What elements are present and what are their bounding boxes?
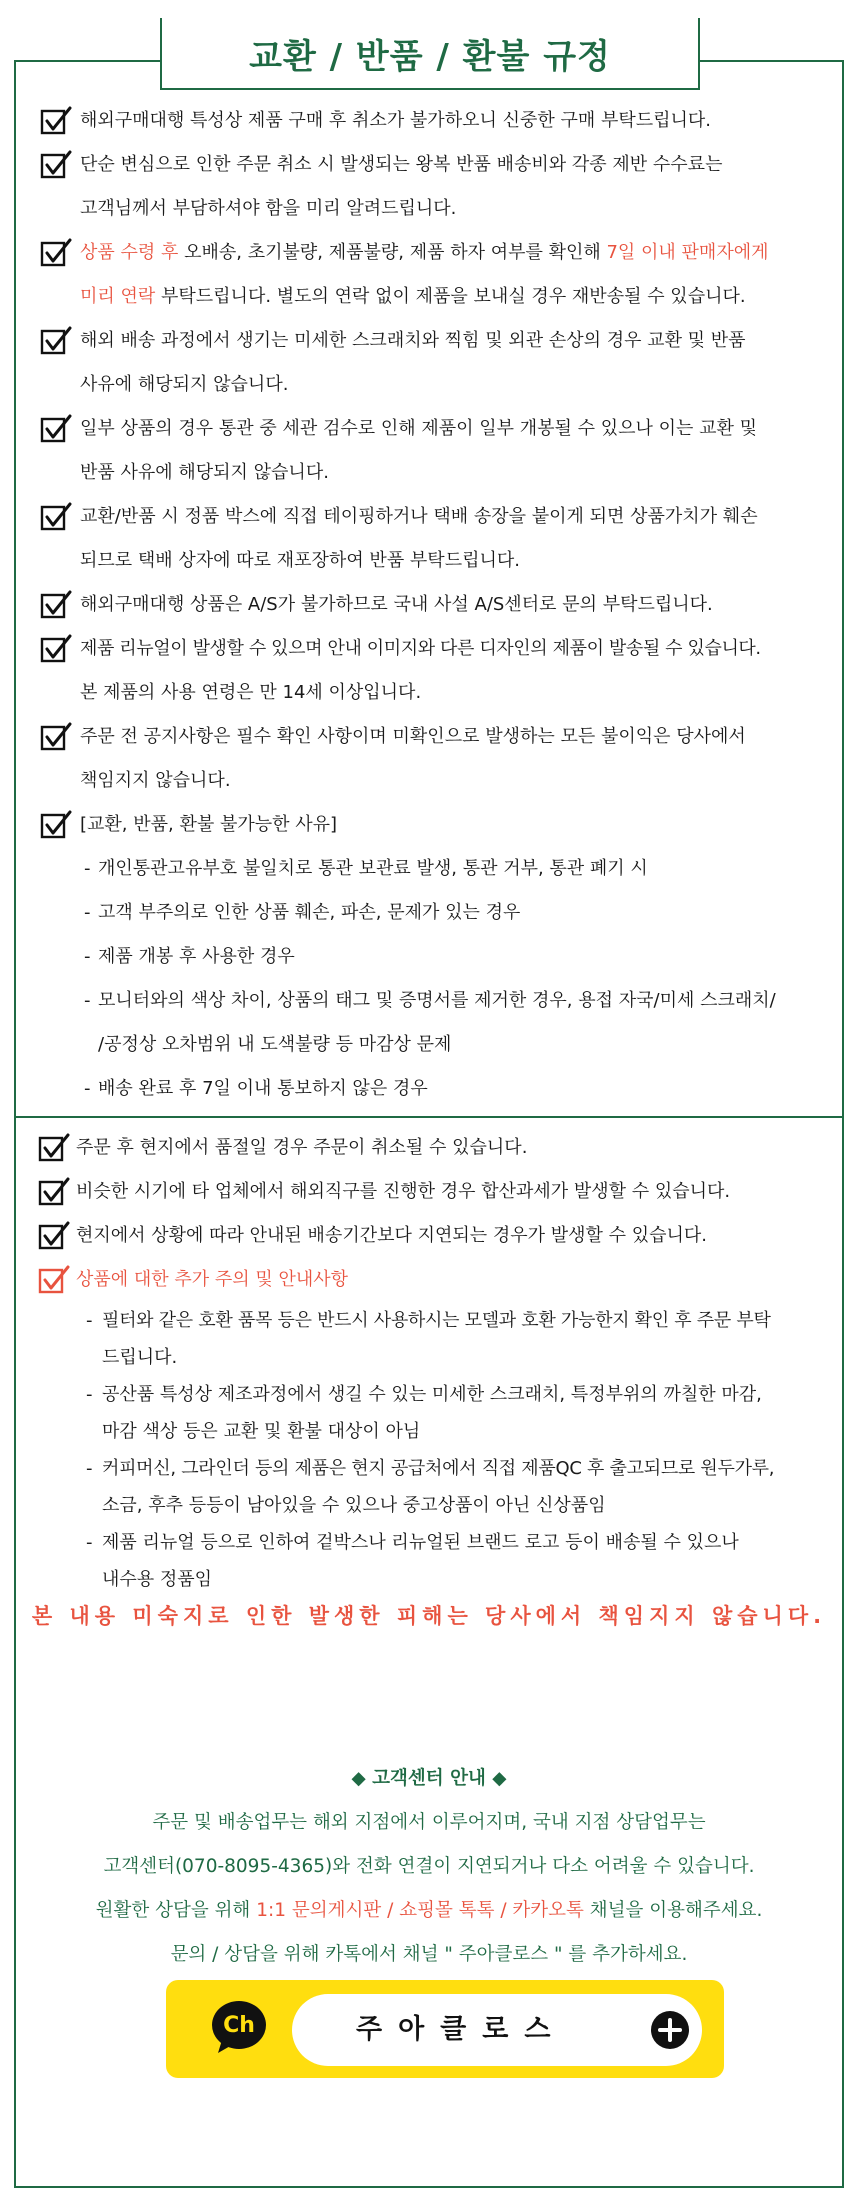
cs-line: 고객센터(070-8095-4365)와 전화 연결이 지연되거나 다소 어려울 수 있습니다. (103, 1856, 755, 1877)
policy-item (14, 495, 844, 583)
sub-text: 고객 부주의로 인한 상품 훼손, 파손, 문제가 있는 경우 (98, 902, 521, 923)
cs-text: 채널을 이용해주세요. (583, 1900, 763, 1921)
notice-sub-item: - 필터와 같은 호환 품목 등은 반드시 사용하시는 모델과 호환 가능한지 확인 후 주문 부탁 드립니다. (14, 1302, 844, 1376)
policy-heading: [교환, 반품, 환불 불가능한 사유] (80, 814, 338, 835)
notice-sub-text: 제품 리뉴얼 등으로 인하여 겉박스나 리뉴얼된 브랜드 로고 등이 배송될 수 있으나 (102, 1532, 739, 1553)
sub-item: - 개인통관고유부호 불일치로 통관 보관료 발생, 통관 거부, 통관 폐기 시 (84, 858, 648, 879)
policy-text: 교환/반품 시 정품 박스에 직접 테이핑하거나 택배 송장을 붙이게 되면 상품가치가 훼손 (80, 506, 758, 527)
policy-text: 일부 상품의 경우 통관 중 세관 검수로 인해 제품이 일부 개봉될 수 있으나 이는 교환 및 (80, 418, 758, 439)
policy-item (14, 231, 844, 319)
notice-sub-text: 소금, 후추 등등이 남아있을 수 있으나 중고상품이 아닌 신상품임 (102, 1495, 606, 1516)
cs-title: ◆ 고객센터 안내 ◆ (351, 1768, 507, 1789)
policy-text: 해외구매대행 특성상 제품 구매 후 취소가 불가하오니 신중한 구매 부탁드립니다. (80, 110, 712, 131)
sub-text: 제품 개봉 후 사용한 경우 (98, 946, 295, 967)
sub-text: /공정상 오차범위 내 도색불량 등 마감상 문제 (98, 1034, 452, 1055)
highlight-text: 미리 연락 (80, 286, 156, 307)
highlight-text: 7일 이내 판매자에게 (606, 242, 769, 263)
policy-text: 단순 변심으로 인한 주문 취소 시 발생되는 왕복 반품 배송비와 각종 제반 수수료는 (80, 154, 723, 175)
highlight-text: 상품 수령 후 (80, 242, 179, 263)
checkbox-icon (40, 633, 72, 665)
notice-text: 현지에서 상황에 따라 안내된 배송기간보다 지연되는 경우가 발생할 수 있습니다. (76, 1225, 708, 1246)
notice-heading: 상품에 대한 추가 주의 및 안내사항 (76, 1269, 349, 1290)
notice-text: 비슷한 시기에 타 업체에서 해외직구를 진행한 경우 합산과세가 발생할 수 있습니다. (76, 1181, 731, 1202)
notice-sub-text: 필터와 같은 호환 품목 등은 반드시 사용하시는 모델과 호환 가능한지 확인 후 주문 부탁 (102, 1310, 771, 1331)
kakao-channel-button[interactable] (166, 1980, 724, 2078)
notice-sub-text: 공산품 특성상 제조과정에서 생길 수 있는 미세한 스크래치, 특정부위의 까칠한 마감, (102, 1384, 762, 1405)
policy-item (14, 407, 844, 495)
notice-sub-text: 마감 색상 등은 교환 및 환불 대상이 아님 (102, 1421, 421, 1442)
sub-item: - 고객 부주의로 인한 상품 훼손, 파손, 문제가 있는 경우 (84, 902, 521, 923)
plus-icon (650, 2010, 690, 2050)
sub-item: - 배송 완료 후 7일 이내 통보하지 않은 경우 (84, 1078, 428, 1099)
notice-sub-text: 드립니다. (102, 1347, 178, 1368)
policy-section (14, 92, 844, 1115)
checkbox-icon (40, 589, 72, 621)
page-title: 교환 / 반품 / 환불 규정 (249, 36, 611, 77)
checkbox-icon (40, 413, 72, 445)
policy-item (14, 583, 844, 627)
notice-item (14, 1170, 844, 1214)
checkbox-icon (38, 1220, 70, 1252)
sub-item: - 제품 개봉 후 사용한 경우 (84, 946, 295, 967)
policy-text: 오배송, 초기불량, 제품불량, 제품 하자 여부를 확인해 (178, 242, 607, 263)
checkbox-icon (38, 1176, 70, 1208)
policy-text: 되므로 택배 상자에 따로 재포장하여 반품 부탁드립니다. (80, 550, 520, 571)
policy-item (14, 715, 844, 803)
checkbox-icon (40, 105, 72, 137)
sub-text: 개인통관고유부호 불일치로 통관 보관료 발생, 통관 거부, 통관 폐기 시 (98, 858, 648, 879)
policy-text: 주문 전 공지사항은 필수 확인 사항이며 미확인으로 발생하는 모든 불이익은 당사에서 (80, 726, 746, 747)
policy-text: 반품 사유에 해당되지 않습니다. (80, 462, 329, 483)
notice-section (14, 1118, 844, 1598)
notice-item (14, 1126, 844, 1170)
policy-text: 책임지지 않습니다. (80, 770, 231, 791)
policy-item (14, 319, 844, 407)
sub-item (14, 1023, 844, 1067)
policy-text: 부탁드립니다. 별도의 연락 없이 제품을 보내실 경우 재반송될 수 있습니다. (155, 286, 746, 307)
policy-text: 해외구매대행 상품은 A/S가 불가하므로 국내 사설 A/S센터로 문의 부탁드립니다. (80, 594, 713, 615)
kakao-logo-text: Ch (223, 2013, 255, 2038)
notice-sub-item: - 제품 리뉴얼 등으로 인하여 겉박스나 리뉴얼된 브랜드 로고 등이 배송될 수 있으나 내수용 정품임 (14, 1524, 844, 1598)
checkbox-icon (40, 237, 72, 269)
checkbox-icon (40, 501, 72, 533)
notice-item (14, 1258, 844, 1302)
checkbox-icon (38, 1132, 70, 1164)
policy-text: 고객님께서 부담하셔야 함을 미리 알려드립니다. (80, 198, 457, 219)
policy-text: 제품 리뉴얼이 발생할 수 있으며 안내 이미지와 다른 디자인의 제품이 발송될 수 있습니다. (80, 638, 761, 659)
policy-text: 본 제품의 사용 연령은 만 14세 이상입니다. (80, 682, 422, 703)
policy-item (14, 627, 844, 715)
checkbox-icon (40, 721, 72, 753)
cs-line: 문의 / 상담을 위해 카톡에서 채널 " 주아클로스 " 를 추가하세요. (170, 1944, 688, 1965)
checkbox-icon (40, 149, 72, 181)
channel-name: 주아클로스 (356, 2014, 567, 2045)
notice-item (14, 1214, 844, 1258)
notice-sub-text: 내수용 정품임 (102, 1569, 213, 1590)
kakao-channel-logo (210, 2000, 268, 2054)
sub-item: - 모니터와의 색상 차이, 상품의 태그 및 증명서를 제거한 경우, 용접 자국/미세 스크래치/ (84, 990, 776, 1011)
channel-name-pill (292, 1994, 702, 2066)
policy-item (14, 143, 844, 231)
policy-text: 해외 배송 과정에서 생기는 미세한 스크래치와 찍힘 및 외관 손상의 경우 교환 및 반품 (80, 330, 746, 351)
cs-line (14, 1896, 844, 1922)
title-box (160, 18, 700, 90)
policy-item (14, 803, 844, 847)
policy-item (14, 99, 844, 143)
cs-line: 주문 및 배송업무는 해외 지점에서 이루어지며, 국내 지점 상담업무는 (152, 1812, 706, 1833)
notice-sub-text: 커피머신, 그라인더 등의 제품은 현지 공급처에서 직접 제품QC 후 출고되므로 원두가루, (102, 1458, 775, 1479)
sub-text: 모니터와의 색상 차이, 상품의 태그 및 증명서를 제거한 경우, 용접 자국/미세 스크래치/ (98, 990, 776, 1011)
policy-text: 사유에 해당되지 않습니다. (80, 374, 289, 395)
checkbox-icon-red (38, 1264, 70, 1296)
notice-text: 주문 후 현지에서 품절일 경우 주문이 취소될 수 있습니다. (76, 1137, 528, 1158)
notice-sub-item: - 공산품 특성상 제조과정에서 생길 수 있는 미세한 스크래치, 특정부위의 까칠한 마감, 마감 색상 등은 교환 및 환불 대상이 아님 (14, 1376, 844, 1450)
checkbox-icon (40, 325, 72, 357)
disclaimer-warning: 본 내용 미숙지로 인한 발생한 피해는 당사에서 책임지지 않습니다. (31, 1604, 827, 1628)
cs-text: 원활한 상담을 위해 (95, 1900, 257, 1921)
notice-sub-item: - 커피머신, 그라인더 등의 제품은 현지 공급처에서 직접 제품QC 후 출고되므로 원두가루, 소금, 후추 등등이 남아있을 수 있으나 중고상품이 아닌 신상품임 (14, 1450, 844, 1524)
sub-text: 배송 완료 후 7일 이내 통보하지 않은 경우 (98, 1078, 428, 1099)
checkbox-icon (40, 809, 72, 841)
cs-channels: 1:1 문의게시판 / 쇼핑몰 톡톡 / 카카오톡 (256, 1900, 584, 1921)
